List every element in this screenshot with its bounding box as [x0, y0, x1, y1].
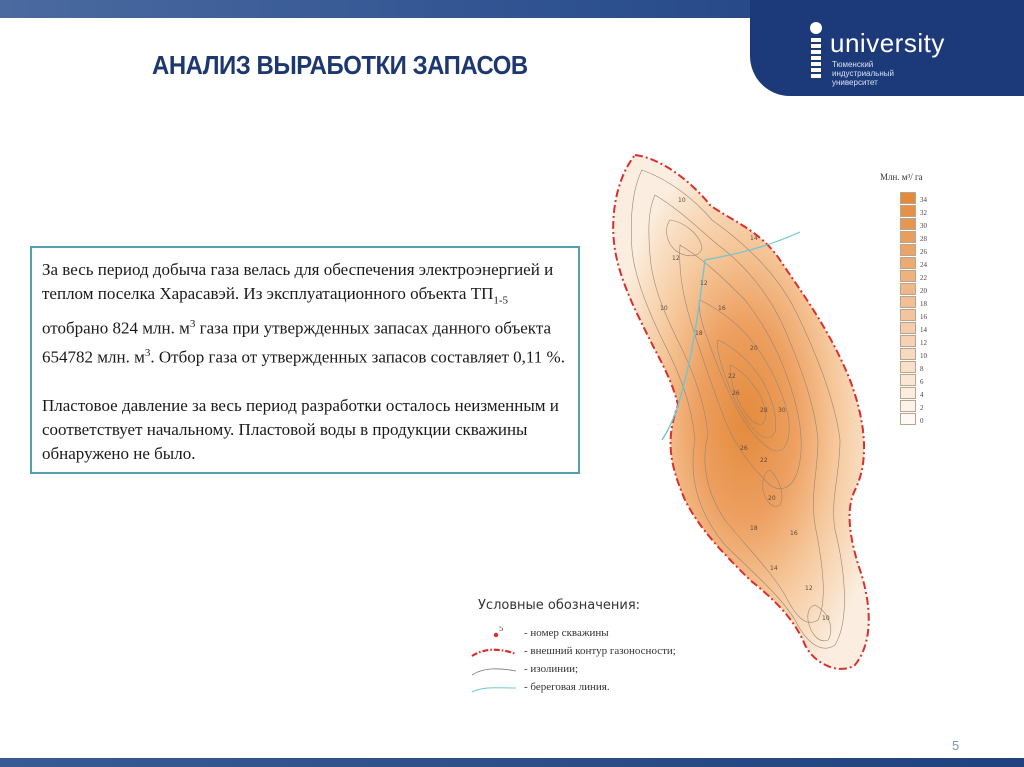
- contour-label: 18: [695, 330, 703, 337]
- scale-tick-label: 8: [920, 365, 924, 373]
- superscript: 3: [189, 318, 196, 331]
- scale-tick-label: 30: [920, 222, 927, 230]
- contour-label: 14: [750, 235, 758, 242]
- gas-contour-line-icon: [470, 644, 518, 660]
- scale-tick-label: 12: [920, 339, 927, 347]
- contour-label: 26: [740, 445, 748, 452]
- bottom-bar: [0, 758, 1024, 767]
- scale-swatch: [900, 270, 916, 282]
- scale-swatch: [900, 296, 916, 308]
- contour-label: 12: [700, 280, 708, 287]
- contour-label: 20: [750, 345, 758, 352]
- page-number: 5: [952, 738, 960, 753]
- shoreline-icon: [470, 680, 518, 696]
- scale-tick-label: 4: [920, 391, 924, 399]
- scale-tick-label: 24: [920, 261, 927, 269]
- scale-tick-label: 26: [920, 248, 927, 256]
- scale-swatch: [900, 205, 916, 217]
- scale-swatch: [900, 335, 916, 347]
- logo-subtitle-line: Тюменский: [832, 60, 874, 69]
- scale-swatch: [900, 218, 916, 230]
- text-run: За весь период добыча газа велась для обеспечения электроэнергией и теплом поселка Харасавэй. Из эксплуатационного объекта ТП: [42, 260, 554, 303]
- contour-label: 10: [822, 615, 830, 622]
- logo-subtitle-line: индустриальный: [832, 69, 894, 78]
- well-marker-icon: [470, 626, 518, 642]
- scale-swatch: [900, 257, 916, 269]
- scale-tick-label: 20: [920, 287, 927, 295]
- scale-labels: [920, 194, 927, 428]
- scale-tick-label: 28: [920, 235, 927, 243]
- legend-item-isoline: [470, 662, 750, 678]
- scale-cells: [900, 192, 916, 426]
- scale-swatch: [900, 387, 916, 399]
- logo-subtitle: [832, 60, 894, 87]
- contour-label: 16: [790, 530, 798, 537]
- contour-label: 14: [770, 565, 778, 572]
- legend-label: - внешний контур газоносности;: [524, 645, 676, 657]
- contour-label: 30: [778, 407, 786, 414]
- legend-item-shoreline: [470, 680, 750, 696]
- scale-swatch: [900, 309, 916, 321]
- color-scale: [872, 170, 952, 440]
- contour-label: 20: [768, 495, 776, 502]
- contour-label: 16: [718, 305, 726, 312]
- scale-swatch: [900, 413, 916, 425]
- paragraph-pressure: Пластовое давление за весь период разработки осталось неизменным и соответствует начальному. Пластовой воды в продукции скважины обнаружено не было.: [42, 395, 559, 463]
- scale-title: Млн. м³/ га: [880, 172, 923, 182]
- contour-label: 10: [660, 305, 668, 312]
- well-number: 5: [499, 626, 504, 633]
- legend-label: - номер скважины: [524, 627, 609, 639]
- scale-swatch: [900, 283, 916, 295]
- scale-tick-label: 18: [920, 300, 927, 308]
- legend-label: - изолинии;: [524, 663, 579, 675]
- scale-swatch: [900, 322, 916, 334]
- contour-label: 10: [678, 197, 686, 204]
- text-run: отобрано 824 млн. м: [42, 319, 190, 339]
- scale-swatch: [900, 361, 916, 373]
- university-logo-icon: [810, 22, 822, 80]
- contour-label: 28: [760, 407, 768, 414]
- logo-panel: [750, 0, 1024, 96]
- contour-label: 12: [672, 255, 680, 262]
- legend: [470, 598, 750, 698]
- legend-label: - береговая линия.: [524, 681, 610, 693]
- isoline-icon: [470, 662, 518, 678]
- scale-tick-label: 14: [920, 326, 927, 334]
- text-run: газа при утвержденных запасах данного объекта 654782 млн. м: [42, 319, 552, 367]
- scale-tick-label: 16: [920, 313, 927, 321]
- scale-tick-label: 22: [920, 274, 927, 282]
- scale-swatch: [900, 400, 916, 412]
- scale-swatch: [900, 192, 916, 204]
- scale-tick-label: 10: [920, 352, 927, 360]
- scale-swatch: [900, 374, 916, 386]
- subscript: 1-5: [493, 294, 509, 307]
- scale-tick-label: 2: [920, 404, 924, 412]
- scale-tick-label: 34: [920, 196, 927, 204]
- scale-tick-label: 6: [920, 378, 924, 386]
- contour-label: 12: [805, 585, 813, 592]
- gas-reserves-map: [600, 150, 890, 675]
- contour-label: 18: [750, 525, 758, 532]
- info-text-box: [30, 246, 580, 474]
- scale-swatch: [900, 348, 916, 360]
- scale-swatch: [900, 231, 916, 243]
- legend-title: Условные обозначения:: [478, 598, 641, 613]
- text-run: . Отбор газа от утвержденных запасов составляет 0,11 %.: [150, 347, 565, 367]
- logo-wordmark: university: [830, 28, 945, 58]
- scale-tick-label: 32: [920, 209, 927, 217]
- scale-swatch: [900, 244, 916, 256]
- scale-tick-label: 0: [920, 417, 924, 425]
- contour-label: 26: [732, 390, 740, 397]
- logo-subtitle-line: университет: [832, 78, 878, 87]
- slide-title: АНАЛИЗ ВЫРАБОТКИ ЗАПАСОВ: [152, 50, 528, 80]
- contour-label: 22: [760, 457, 768, 464]
- legend-item-well: [470, 626, 750, 642]
- paragraph-production: [42, 258, 570, 370]
- superscript: 3: [144, 347, 151, 360]
- legend-item-contour: [470, 644, 750, 660]
- contour-label: 22: [728, 373, 736, 380]
